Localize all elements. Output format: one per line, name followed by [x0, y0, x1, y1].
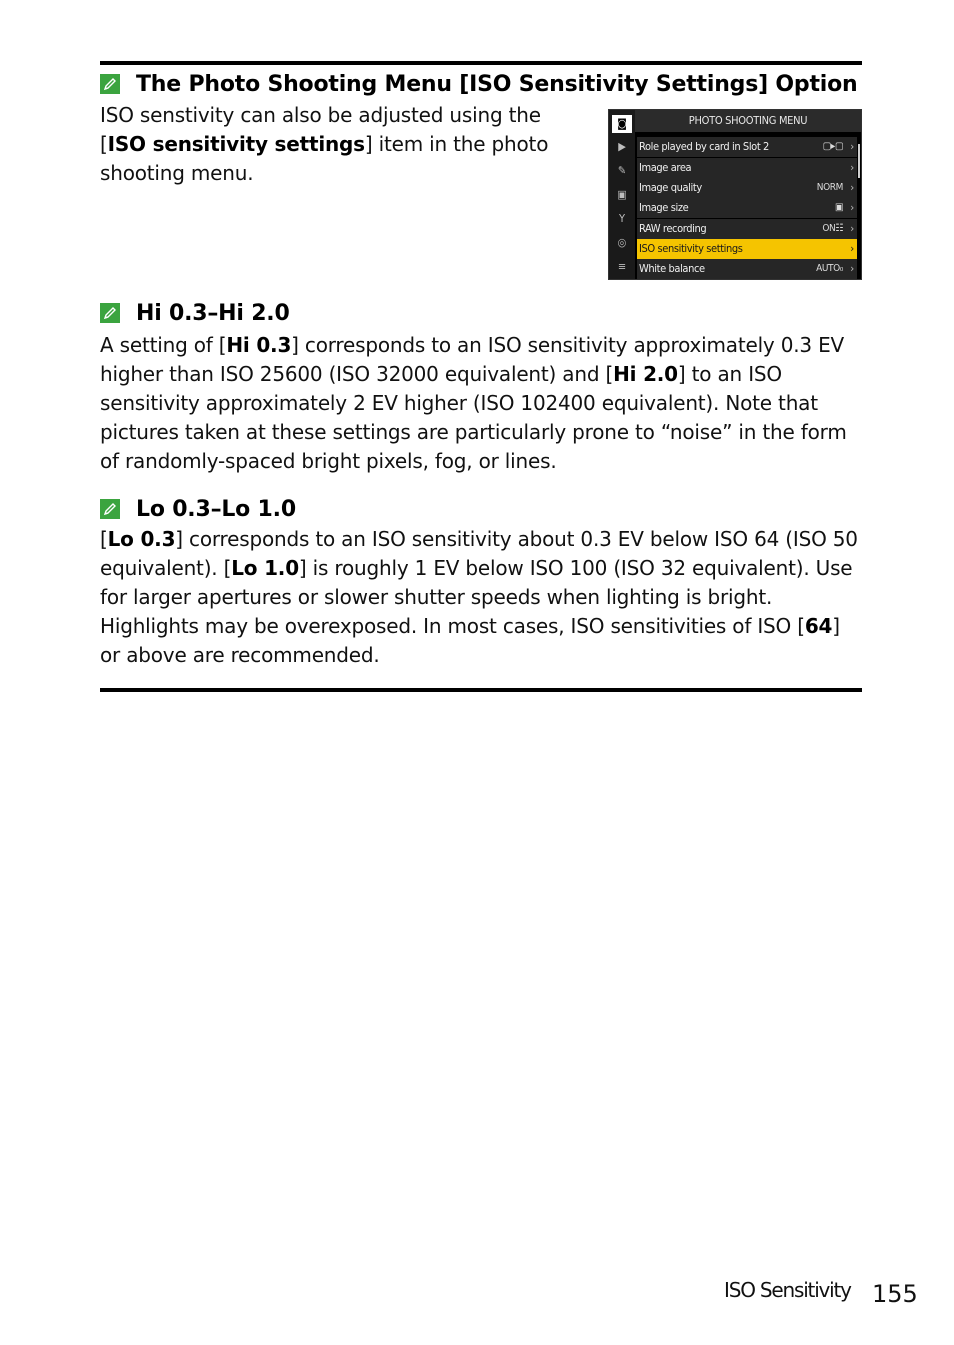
menu-item-role-played[interactable]: Role played by card in Slot 2 ▢▸▢ › [637, 137, 857, 157]
page-number: 155 [872, 1280, 918, 1308]
note-icon [100, 74, 120, 94]
section-heading-text: Lo 0.3–Lo 1.0 [136, 496, 296, 522]
network-icon: ◎ [617, 236, 627, 249]
chevron-right-icon: › [850, 140, 854, 153]
section-heading-text: The Photo Shooting Menu [ISO Sensitivity Settings] Option [136, 71, 858, 97]
menu-scrollbar [858, 144, 860, 178]
chevron-right-icon: › [850, 201, 854, 214]
chevron-right-icon: › [850, 222, 854, 235]
menu-title: PHOTO SHOOTING MENU [635, 110, 861, 132]
chevron-right-icon: › [850, 242, 854, 255]
chevron-right-icon: › [850, 161, 854, 174]
movie-icon: ▶ [618, 140, 626, 153]
note-icon [100, 499, 120, 519]
note-icon [100, 303, 120, 323]
menu-item-white-balance[interactable]: White balance AUTO₀ › [637, 259, 857, 279]
section-heading-text: Hi 0.3–Hi 2.0 [136, 300, 290, 326]
playback-icon: ▣ [617, 188, 627, 201]
wrench-icon: Y [618, 212, 626, 225]
menu-item-image-size[interactable]: Image size ▣ › [637, 198, 857, 218]
section-heading-hi [100, 299, 290, 327]
footer-section-label: ISO Sensitivity [724, 1278, 851, 1302]
pencil-icon: ✎ [617, 164, 627, 177]
camera-icon: ◙ [612, 115, 632, 133]
menu-item-image-quality[interactable]: Image quality NORM › [637, 178, 857, 198]
chevron-right-icon: › [850, 181, 854, 194]
menu-side-tabs [609, 110, 635, 279]
section-heading-lo [100, 495, 296, 523]
bottom-rule [100, 688, 862, 692]
intro-paragraph: ISO senstivity can also be adjusted using the [ISO sensitivity settings] item in the photo shooting menu. [100, 103, 549, 185]
lo-paragraph: [Lo 0.3] corresponds to an ISO sensitivity about 0.3 EV below ISO 64 (ISO 50 equivalent). [Lo 1.0] is roughly 1 EV below ISO 100 (ISO 32 equivalent). Use for larger apertures or slower shutter speeds when lighting is bright. Highlights may be overexposed. In most cases, ISO sensitivities of ISO [64] or above are recommended. [100, 527, 858, 667]
top-rule [100, 61, 862, 65]
my-menu-icon: ≡ [617, 260, 627, 273]
menu-item-image-area[interactable]: Image area › [637, 158, 857, 178]
section-heading-photo-shooting-menu [100, 70, 858, 98]
menu-item-iso-sensitivity-settings[interactable]: ISO sensitivity settings › [637, 239, 857, 259]
chevron-right-icon: › [850, 262, 854, 275]
photo-shooting-menu-screenshot [608, 109, 862, 280]
menu-item-raw-recording[interactable]: RAW recording ON☷ › [637, 219, 857, 239]
hi-paragraph: A setting of [Hi 0.3] corresponds to an ISO sensitivity approximately 0.3 EV higher than ISO 25600 (ISO 32000 equivalent) and [Hi 2.0] to an ISO sensitivity approximately 2 EV higher (ISO 102400 equivalent). Note that pictures taken at these settings are particularly prone to “noise” in the form of randomly-spaced bright pixels, fog, or lines. [100, 333, 847, 473]
